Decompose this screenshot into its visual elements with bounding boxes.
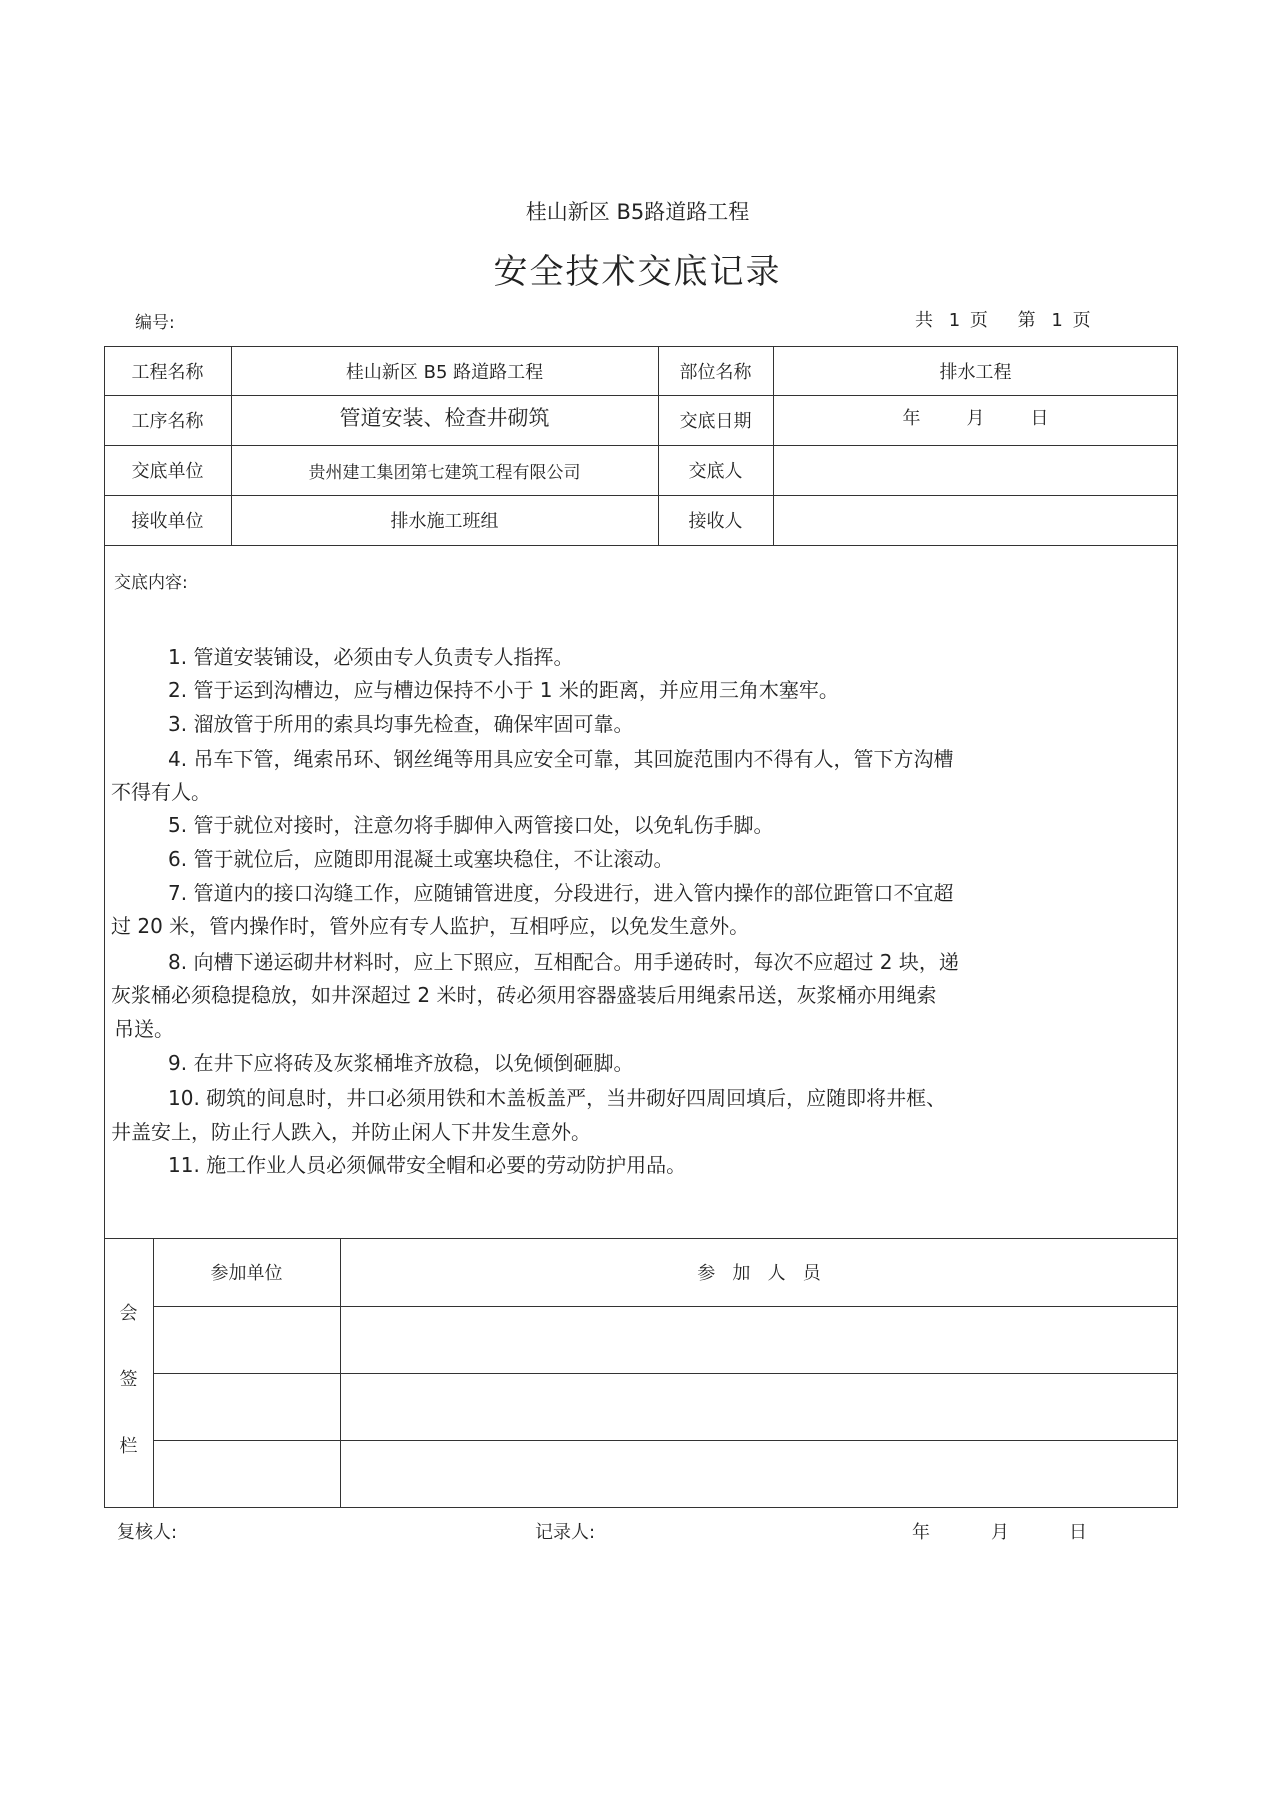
participant-people-cell[interactable] <box>342 1442 1176 1506</box>
content-label: 交底内容: <box>114 573 188 593</box>
footer-day: 日 <box>1069 1522 1087 1543</box>
issuer-person-label: 交底人 <box>688 461 743 482</box>
receiver-person-value <box>773 495 1178 545</box>
content-line: 过 20 米，管内操作时，管外应有专人监护，互相呼应，以免发生意外。 <box>111 914 750 938</box>
signoff-row-divider <box>153 1440 1178 1441</box>
signoff-row-divider <box>153 1306 1178 1307</box>
serial-number-label: 编号: <box>135 313 175 333</box>
receiver-person-label: 接收人 <box>688 511 743 532</box>
issuer-unit-label: 交底单位 <box>131 461 204 482</box>
receiver-unit-value: 排水施工班组 <box>390 511 499 532</box>
signoff-row-divider <box>153 1373 1178 1374</box>
content-line: 6. 管于就位后，应随即用混凝土或塞块稳住，不让滚动。 <box>168 847 674 871</box>
page-count <box>915 306 1091 332</box>
content-line: 9. 在井下应将砖及灰浆桶堆齐放稳，以免倾倒砸脚。 <box>168 1051 634 1075</box>
project-name-value: 桂山新区 B5 路道路工程 <box>345 361 544 383</box>
participant-people-cell[interactable] <box>342 1308 1176 1371</box>
content-line: 7. 管道内的接口沟缝工作，应随铺管进度，分段进行，进入管内操作的部位距管口不宜超 <box>168 881 954 905</box>
content-line: 井盖安上，防止行人跌入，并防止闲人下井发生意外。 <box>111 1120 591 1144</box>
content-line: 1. 管道安装铺设，必须由专人负责专人指挥。 <box>168 645 574 669</box>
pages-total: 1 <box>948 310 961 331</box>
footer-month: 月 <box>991 1522 1009 1543</box>
content-line: 3. 溜放管于所用的索具均事先检查，确保牢固可靠。 <box>168 712 634 736</box>
recorder-label: 记录人: <box>535 1522 596 1543</box>
content-line: 8. 向槽下递运砌井材料时，应上下照应，互相配合。用手递砖时，每次不应超过 2 块，递 <box>168 950 959 974</box>
signoff-side-char: 会 <box>119 1303 138 1324</box>
pages-current-prefix: 第 <box>1017 310 1036 331</box>
participant-unit-header: 参加单位 <box>210 1263 283 1284</box>
row-divider <box>104 545 1178 546</box>
content-line: 灰浆桶必须稳提稳放，如井深超过 2 米时，砖必须用容器盛装后用绳索吊送，灰浆桶亦用绳索 <box>111 983 937 1007</box>
reviewer-label: 复核人: <box>117 1522 178 1543</box>
signoff-side-char: 栏 <box>119 1436 138 1457</box>
process-name-value: 管道安装、检查井砌筑 <box>339 406 550 430</box>
page-title: 安全技术交底记录 <box>493 252 782 292</box>
pages-current: 1 <box>1051 310 1063 331</box>
content-line: 10. 砌筑的间息时，井口必须用铁和木盖板盖严，当井砌好四周回填后，应随即将井框、 <box>168 1086 947 1110</box>
participant-unit-cell[interactable] <box>155 1375 338 1438</box>
footer-year: 年 <box>912 1522 930 1543</box>
pages-current-suffix: 页 <box>1072 310 1091 331</box>
project-name-label: 工程名称 <box>131 361 204 383</box>
participant-unit-cell[interactable] <box>155 1308 338 1371</box>
date-value <box>773 395 1178 439</box>
receiver-unit-label: 接收单位 <box>131 511 204 532</box>
date-year: 年 <box>902 408 921 429</box>
content-line: 5. 管于就位对接时，注意勿将手脚伸入两管接口处，以免轧伤手脚。 <box>168 813 774 837</box>
part-name-value: 排水工程 <box>939 361 1012 383</box>
content-line: 不得有人。 <box>111 780 211 804</box>
pages-total-suffix: 页 <box>969 310 988 331</box>
issuer-unit-value: 贵州建工集团第七建筑工程有限公司 <box>308 462 581 483</box>
content-line: 11. 施工作业人员必须佩带安全帽和必要的劳动防护用品。 <box>168 1153 687 1177</box>
content-line: 2. 管于运到沟槽边，应与槽边保持不小于 1 米的距离，并应用三角木塞牢。 <box>168 678 839 702</box>
participant-people-cell[interactable] <box>342 1375 1176 1438</box>
content-line: 4. 吊车下管，绳索吊环、钢丝绳等用具应安全可靠，其回旋范围内不得有人，管下方沟槽 <box>168 747 954 771</box>
project-subtitle: 桂山新区 B5路道路工程 <box>525 200 750 224</box>
pages-total-prefix: 共 <box>915 310 933 331</box>
participant-unit-cell[interactable] <box>155 1442 338 1506</box>
signoff-side-char: 签 <box>119 1369 138 1390</box>
content-line: 吊送。 <box>114 1017 174 1041</box>
part-name-label: 部位名称 <box>679 361 752 383</box>
process-name-label: 工序名称 <box>131 411 204 432</box>
issuer-person-value <box>773 445 1178 495</box>
date-month: 月 <box>966 408 985 429</box>
date-day: 日 <box>1030 408 1049 429</box>
participant-people-header: 参 加 人 员 <box>697 1263 821 1284</box>
date-label: 交底日期 <box>679 411 752 432</box>
